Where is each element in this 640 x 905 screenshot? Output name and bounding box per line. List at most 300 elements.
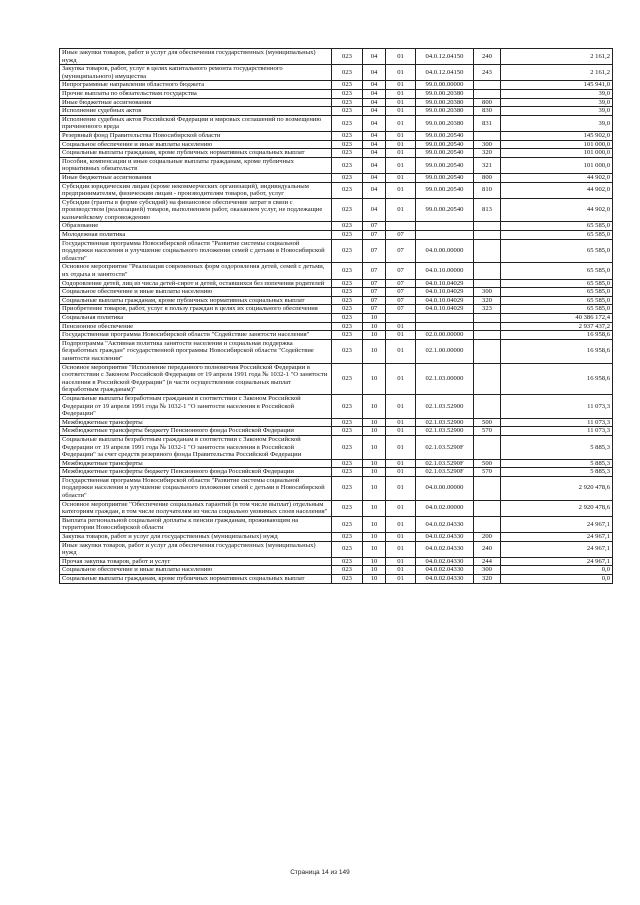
- row-name-cell: Прочие выплаты по обязательствам государства: [60, 89, 332, 98]
- row-name-cell: Закупка товаров, работ, услуг в целях капитального ремонта государственного (муниципального) имущества: [60, 65, 332, 81]
- row-expense-type-cell: 240: [474, 541, 501, 557]
- row-target-article-cell: 99.0.00.20540: [416, 157, 474, 173]
- row-sum-cell: 24 967,1: [501, 533, 613, 542]
- row-target-article-cell: 02.1.03.5290F: [416, 435, 474, 459]
- row-expense-type-cell: 810: [474, 182, 501, 198]
- row-section-cell: 10: [363, 322, 386, 331]
- row-expense-type-cell: 300: [474, 140, 501, 149]
- row-section-cell: 10: [363, 575, 386, 584]
- row-name-cell: Государственная программа Новосибирской области "Развитие системы социальной поддержки населения и улучшение социального положения семей с детьми в Новосибирской области": [60, 239, 332, 263]
- row-target-article-cell: 02.1.03.52900: [416, 427, 474, 436]
- table-row: [60, 459, 613, 468]
- table-row: [60, 149, 613, 158]
- row-target-article-cell: 99.0.00.20380: [416, 107, 474, 116]
- row-target-article-cell: 02.1.03.5290F: [416, 468, 474, 477]
- row-ministry-code-cell: 023: [332, 279, 363, 288]
- row-ministry-code-cell: 023: [332, 363, 363, 394]
- row-name-cell: Социальные выплаты безработным гражданам в соответствии с Законом Российской Федерации от 19 апреля 1991 года № 1032-1 "О занятости населения в Российской Федерации": [60, 394, 332, 418]
- table-row: [60, 331, 613, 340]
- row-section-cell: 04: [363, 98, 386, 107]
- row-sum-cell: 11 073,3: [501, 418, 613, 427]
- row-sum-cell: 11 073,3: [501, 427, 613, 436]
- table-row: [60, 476, 613, 500]
- row-target-article-cell: 04.0.10.04029: [416, 288, 474, 297]
- row-ministry-code-cell: 023: [332, 65, 363, 81]
- row-sum-cell: 11 073,3: [501, 394, 613, 418]
- table-row: [60, 131, 613, 140]
- row-target-article-cell: 04.0.10.04029: [416, 305, 474, 314]
- row-sum-cell: 24 967,1: [501, 516, 613, 532]
- row-name-cell: Государственная программа Новосибирской области "Содействие занятости населения": [60, 331, 332, 340]
- row-sum-cell: 65 585,0: [501, 222, 613, 231]
- row-expense-type-cell: [474, 516, 501, 532]
- row-sum-cell: 65 585,0: [501, 239, 613, 263]
- row-expense-type-cell: [474, 314, 501, 323]
- table-row: [60, 263, 613, 279]
- row-section-cell: 10: [363, 418, 386, 427]
- budget-document-page: [59, 48, 612, 584]
- row-sum-cell: 65 585,0: [501, 296, 613, 305]
- row-name-cell: Социальное обеспечение и иные выплаты населению: [60, 288, 332, 297]
- row-target-article-cell: 04.0.12.04150: [416, 65, 474, 81]
- row-section-cell: 04: [363, 107, 386, 116]
- row-ministry-code-cell: 023: [332, 222, 363, 231]
- row-sum-cell: 39,0: [501, 89, 613, 98]
- row-sum-cell: 16 958,6: [501, 331, 613, 340]
- row-subsection-cell: 01: [386, 427, 416, 436]
- row-sum-cell: 2 920 478,6: [501, 476, 613, 500]
- table-row: [60, 279, 613, 288]
- table-row: [60, 231, 613, 240]
- row-ministry-code-cell: 023: [332, 98, 363, 107]
- row-ministry-code-cell: 023: [332, 107, 363, 116]
- row-section-cell: 07: [363, 239, 386, 263]
- row-sum-cell: 16 958,6: [501, 363, 613, 394]
- table-row: [60, 115, 613, 131]
- row-target-article-cell: 99.0.00.20540: [416, 182, 474, 198]
- row-section-cell: 10: [363, 468, 386, 477]
- row-target-article-cell: 04.0.12.04150: [416, 49, 474, 65]
- row-subsection-cell: 01: [386, 149, 416, 158]
- row-subsection-cell: 07: [386, 305, 416, 314]
- row-subsection-cell: 01: [386, 516, 416, 532]
- row-subsection-cell: 01: [386, 575, 416, 584]
- row-subsection-cell: 01: [386, 81, 416, 90]
- row-name-cell: Межбюджетные трансферты бюджету Пенсионного фонда Российской Федерации: [60, 427, 332, 436]
- table-row: [60, 89, 613, 98]
- row-sum-cell: 5 885,3: [501, 435, 613, 459]
- row-subsection-cell: 01: [386, 363, 416, 394]
- row-name-cell: Образование: [60, 222, 332, 231]
- row-section-cell: 07: [363, 305, 386, 314]
- row-target-article-cell: [416, 322, 474, 331]
- row-section-cell: 07: [363, 222, 386, 231]
- table-row: [60, 500, 613, 516]
- row-name-cell: Социальная политика: [60, 314, 332, 323]
- row-sum-cell: 65 585,0: [501, 231, 613, 240]
- row-expense-type-cell: 200: [474, 533, 501, 542]
- row-subsection-cell: 01: [386, 476, 416, 500]
- row-section-cell: 10: [363, 394, 386, 418]
- row-target-article-cell: 04.0.00.00000: [416, 239, 474, 263]
- row-subsection-cell: 07: [386, 279, 416, 288]
- row-ministry-code-cell: 023: [332, 81, 363, 90]
- row-section-cell: 07: [363, 288, 386, 297]
- row-expense-type-cell: [474, 81, 501, 90]
- row-target-article-cell: 02.1.00.00000: [416, 339, 474, 363]
- row-subsection-cell: 01: [386, 173, 416, 182]
- row-ministry-code-cell: 023: [332, 394, 363, 418]
- row-ministry-code-cell: 023: [332, 239, 363, 263]
- row-target-article-cell: 04.0.02.04330: [416, 533, 474, 542]
- row-name-cell: Выплата региональной социальной доплаты к пенсии гражданам, проживающим на территории Новосибирской области: [60, 516, 332, 532]
- row-name-cell: Исполнение судебных актов: [60, 107, 332, 116]
- row-sum-cell: 16 958,6: [501, 339, 613, 363]
- table-row: [60, 566, 613, 575]
- row-name-cell: Приобретение товаров, работ, услуг в пользу граждан в целях их социального обеспечения: [60, 305, 332, 314]
- row-sum-cell: 0,0: [501, 575, 613, 584]
- table-row: [60, 394, 613, 418]
- row-expense-type-cell: 300: [474, 288, 501, 297]
- row-sum-cell: 39,0: [501, 115, 613, 131]
- table-row: [60, 339, 613, 363]
- row-sum-cell: 44 902,0: [501, 173, 613, 182]
- row-section-cell: 04: [363, 182, 386, 198]
- budget-table: [59, 48, 613, 584]
- table-row: [60, 435, 613, 459]
- row-expense-type-cell: 323: [474, 305, 501, 314]
- row-name-cell: Социальные выплаты гражданам, кроме публичных нормативных социальных выплат: [60, 149, 332, 158]
- row-section-cell: 10: [363, 500, 386, 516]
- row-sum-cell: 2 937 437,2: [501, 322, 613, 331]
- row-target-article-cell: 99.0.00.20380: [416, 89, 474, 98]
- row-sum-cell: 24 967,1: [501, 557, 613, 566]
- row-target-article-cell: 99.0.00.20540: [416, 198, 474, 222]
- row-section-cell: 10: [363, 533, 386, 542]
- row-target-article-cell: 04.0.02.04330: [416, 541, 474, 557]
- row-expense-type-cell: 831: [474, 115, 501, 131]
- row-subsection-cell: [386, 314, 416, 323]
- row-target-article-cell: [416, 314, 474, 323]
- row-ministry-code-cell: 023: [332, 314, 363, 323]
- row-section-cell: 10: [363, 566, 386, 575]
- row-sum-cell: 101 000,0: [501, 140, 613, 149]
- row-subsection-cell: 01: [386, 541, 416, 557]
- row-section-cell: 10: [363, 541, 386, 557]
- row-expense-type-cell: [474, 231, 501, 240]
- row-name-cell: Государственная программа Новосибирской области "Развитие системы социальной поддержки населения и улучшение социального положения семей с детьми в Новосибирской области": [60, 476, 332, 500]
- table-row: [60, 468, 613, 477]
- row-subsection-cell: 01: [386, 140, 416, 149]
- table-row: [60, 173, 613, 182]
- row-target-article-cell: [416, 231, 474, 240]
- row-name-cell: Социальные выплаты гражданам, кроме публичных нормативных социальных выплат: [60, 296, 332, 305]
- row-sum-cell: 65 585,0: [501, 263, 613, 279]
- row-subsection-cell: 01: [386, 98, 416, 107]
- row-section-cell: 10: [363, 557, 386, 566]
- row-name-cell: Иные закупки товаров, работ и услуг для обеспечения государственных (муниципальных) нужд: [60, 49, 332, 65]
- row-ministry-code-cell: 023: [332, 296, 363, 305]
- row-name-cell: Основное мероприятие "Обеспечение социальных гарантий (в том числе выплат) отдельным категориям граждан, в том числе получателям из числа социально уязвимых слоев населения": [60, 500, 332, 516]
- row-subsection-cell: 01: [386, 339, 416, 363]
- row-subsection-cell: 07: [386, 296, 416, 305]
- row-name-cell: Пенсионное обеспечение: [60, 322, 332, 331]
- row-section-cell: 10: [363, 459, 386, 468]
- row-subsection-cell: 01: [386, 322, 416, 331]
- row-expense-type-cell: [474, 222, 501, 231]
- row-ministry-code-cell: 023: [332, 89, 363, 98]
- row-expense-type-cell: 320: [474, 575, 501, 584]
- row-sum-cell: 145 902,0: [501, 131, 613, 140]
- table-row: [60, 296, 613, 305]
- row-name-cell: Пособия, компенсации и иные социальные выплаты гражданам, кроме публичных нормативных обязательств: [60, 157, 332, 173]
- row-ministry-code-cell: 023: [332, 322, 363, 331]
- row-expense-type-cell: [474, 500, 501, 516]
- row-section-cell: 10: [363, 363, 386, 394]
- row-subsection-cell: 07: [386, 239, 416, 263]
- row-target-article-cell: 04.0.02.04330: [416, 516, 474, 532]
- row-section-cell: 07: [363, 231, 386, 240]
- row-expense-type-cell: [474, 263, 501, 279]
- row-sum-cell: 2 161,2: [501, 49, 613, 65]
- row-expense-type-cell: 320: [474, 296, 501, 305]
- row-target-article-cell: 02.1.03.52900: [416, 418, 474, 427]
- row-ministry-code-cell: 023: [332, 231, 363, 240]
- row-name-cell: Иные закупки товаров, работ и услуг для обеспечения государственных (муниципальных) нужд: [60, 541, 332, 557]
- row-subsection-cell: 01: [386, 418, 416, 427]
- row-name-cell: Закупка товаров, работ и услуг для государственных (муниципальных) нужд: [60, 533, 332, 542]
- row-target-article-cell: 04.0.10.04029: [416, 296, 474, 305]
- row-name-cell: Социальное обеспечение и иные выплаты населению: [60, 566, 332, 575]
- row-sum-cell: 39,0: [501, 98, 613, 107]
- row-section-cell: 10: [363, 427, 386, 436]
- row-name-cell: Субсидии (гранты в форме субсидий) на финансовое обеспечение затрат в связи с производством (реализацией) товаров, выполнением работ, оказанием услуг, не подлежащие казначейскому сопровождению: [60, 198, 332, 222]
- row-target-article-cell: 99.0.00.20540: [416, 140, 474, 149]
- row-name-cell: Межбюджетные трансферты: [60, 459, 332, 468]
- row-sum-cell: 44 902,0: [501, 198, 613, 222]
- row-section-cell: 04: [363, 131, 386, 140]
- row-ministry-code-cell: 023: [332, 263, 363, 279]
- row-ministry-code-cell: 023: [332, 173, 363, 182]
- row-section-cell: 10: [363, 339, 386, 363]
- row-ministry-code-cell: 023: [332, 516, 363, 532]
- row-name-cell: Социальное обеспечение и иные выплаты населению: [60, 140, 332, 149]
- table-row: [60, 516, 613, 532]
- row-name-cell: Социальные выплаты гражданам, кроме публичных нормативных социальных выплат: [60, 575, 332, 584]
- row-target-article-cell: 04.0.10.00000: [416, 263, 474, 279]
- table-row: [60, 98, 613, 107]
- row-section-cell: 04: [363, 173, 386, 182]
- row-ministry-code-cell: 023: [332, 149, 363, 158]
- row-ministry-code-cell: 023: [332, 182, 363, 198]
- table-row: [60, 305, 613, 314]
- row-subsection-cell: 01: [386, 435, 416, 459]
- row-section-cell: 04: [363, 115, 386, 131]
- row-ministry-code-cell: 023: [332, 288, 363, 297]
- page-number-footer: Страница 14 из 149: [290, 869, 350, 876]
- row-subsection-cell: 07: [386, 231, 416, 240]
- budget-table-body: [60, 49, 613, 584]
- row-ministry-code-cell: 023: [332, 468, 363, 477]
- row-subsection-cell: 07: [386, 263, 416, 279]
- row-ministry-code-cell: 023: [332, 459, 363, 468]
- row-name-cell: Молодежная политика: [60, 231, 332, 240]
- row-name-cell: Оздоровление детей, лиц из числа детей-сирот и детей, оставшихся без попечения родителей: [60, 279, 332, 288]
- row-target-article-cell: 02.0.00.00000: [416, 331, 474, 340]
- row-ministry-code-cell: 023: [332, 331, 363, 340]
- row-section-cell: 10: [363, 314, 386, 323]
- row-sum-cell: 5 885,3: [501, 468, 613, 477]
- row-name-cell: Подпрограмма "Активная политика занятости населения и социальная поддержка безработных граждан" государственной программы Новосибирской области "Содействие занятости населения": [60, 339, 332, 363]
- row-target-article-cell: 04.0.02.04330: [416, 557, 474, 566]
- row-name-cell: Непрограммные направления областного бюджета: [60, 81, 332, 90]
- row-target-article-cell: 99.0.00.20380: [416, 98, 474, 107]
- row-section-cell: 04: [363, 198, 386, 222]
- row-section-cell: 04: [363, 89, 386, 98]
- table-row: [60, 107, 613, 116]
- row-subsection-cell: 01: [386, 182, 416, 198]
- row-ministry-code-cell: 023: [332, 418, 363, 427]
- row-sum-cell: 0,0: [501, 566, 613, 575]
- row-ministry-code-cell: 023: [332, 533, 363, 542]
- row-name-cell: Основное мероприятие "Исполнение переданного полномочия Российской Федерации в соответствии с Законом Российской Федерации от 19 апреля 1991 года № 1032-1 "О занятости населения в Российской Федерации" (в части осуществления социальных выплат безработным гражданам)": [60, 363, 332, 394]
- row-name-cell: Социальные выплаты безработным гражданам в соответствии с Законом Российской Федерации от 19 апреля 1991 года № 1032-1 "О занятости населения в Российской Федерации" за счет средств резервного фонда Правительства Российской Федерации: [60, 435, 332, 459]
- row-expense-type-cell: 244: [474, 557, 501, 566]
- row-ministry-code-cell: 023: [332, 131, 363, 140]
- row-expense-type-cell: [474, 322, 501, 331]
- row-sum-cell: 5 885,3: [501, 459, 613, 468]
- table-row: [60, 363, 613, 394]
- row-name-cell: Резервный фонд Правительства Новосибирской области: [60, 131, 332, 140]
- row-target-article-cell: 04.0.02.04330: [416, 566, 474, 575]
- row-ministry-code-cell: 023: [332, 198, 363, 222]
- row-target-article-cell: 99.0.00.20380: [416, 115, 474, 131]
- row-expense-type-cell: 500: [474, 418, 501, 427]
- row-expense-type-cell: 243: [474, 65, 501, 81]
- row-section-cell: 04: [363, 65, 386, 81]
- table-row: [60, 157, 613, 173]
- row-target-article-cell: 99.0.00.20540: [416, 149, 474, 158]
- row-expense-type-cell: [474, 363, 501, 394]
- row-ministry-code-cell: 023: [332, 435, 363, 459]
- row-expense-type-cell: 320: [474, 149, 501, 158]
- row-subsection-cell: 01: [386, 331, 416, 340]
- row-ministry-code-cell: 023: [332, 575, 363, 584]
- table-row: [60, 418, 613, 427]
- row-ministry-code-cell: 023: [332, 339, 363, 363]
- row-section-cell: 04: [363, 81, 386, 90]
- table-row: [60, 575, 613, 584]
- row-subsection-cell: 01: [386, 566, 416, 575]
- table-row: [60, 288, 613, 297]
- row-expense-type-cell: [474, 394, 501, 418]
- row-expense-type-cell: 300: [474, 566, 501, 575]
- row-sum-cell: 40 386 172,4: [501, 314, 613, 323]
- row-expense-type-cell: [474, 89, 501, 98]
- row-expense-type-cell: 321: [474, 157, 501, 173]
- table-row: [60, 314, 613, 323]
- row-expense-type-cell: 813: [474, 198, 501, 222]
- table-row: [60, 198, 613, 222]
- row-subsection-cell: 01: [386, 131, 416, 140]
- row-section-cell: 10: [363, 331, 386, 340]
- row-target-article-cell: 04.0.02.00000: [416, 500, 474, 516]
- row-expense-type-cell: 830: [474, 107, 501, 116]
- row-name-cell: Исполнение судебных актов Российской Федерации и мировых соглашений по возмещению причиненного вреда: [60, 115, 332, 131]
- row-section-cell: 04: [363, 149, 386, 158]
- row-sum-cell: 39,0: [501, 107, 613, 116]
- row-name-cell: Субсидии юридическим лицам (кроме некоммерческих организаций), индивидуальным предпринимателям, физическим лицам - производителям товаров, работ, услуг: [60, 182, 332, 198]
- row-section-cell: 10: [363, 435, 386, 459]
- row-sum-cell: 65 585,0: [501, 288, 613, 297]
- row-subsection-cell: 01: [386, 89, 416, 98]
- row-sum-cell: 44 902,0: [501, 182, 613, 198]
- row-name-cell: Межбюджетные трансферты: [60, 418, 332, 427]
- row-expense-type-cell: [474, 279, 501, 288]
- row-ministry-code-cell: 023: [332, 305, 363, 314]
- row-target-article-cell: 04.0.10.04029: [416, 279, 474, 288]
- table-row: [60, 65, 613, 81]
- row-subsection-cell: 01: [386, 115, 416, 131]
- row-sum-cell: 65 585,0: [501, 305, 613, 314]
- row-sum-cell: 65 585,0: [501, 279, 613, 288]
- row-section-cell: 07: [363, 263, 386, 279]
- row-expense-type-cell: 800: [474, 98, 501, 107]
- row-ministry-code-cell: 023: [332, 115, 363, 131]
- row-subsection-cell: [386, 222, 416, 231]
- row-target-article-cell: 04.0.02.04330: [416, 575, 474, 584]
- row-expense-type-cell: [474, 239, 501, 263]
- row-expense-type-cell: 500: [474, 459, 501, 468]
- row-ministry-code-cell: 023: [332, 541, 363, 557]
- row-subsection-cell: 01: [386, 557, 416, 566]
- row-subsection-cell: 01: [386, 49, 416, 65]
- row-section-cell: 07: [363, 279, 386, 288]
- row-subsection-cell: 01: [386, 107, 416, 116]
- row-target-article-cell: 99.0.00.00000: [416, 81, 474, 90]
- row-subsection-cell: 01: [386, 394, 416, 418]
- table-row: [60, 557, 613, 566]
- row-ministry-code-cell: 023: [332, 427, 363, 436]
- row-ministry-code-cell: 023: [332, 476, 363, 500]
- table-row: [60, 541, 613, 557]
- row-subsection-cell: 07: [386, 288, 416, 297]
- row-ministry-code-cell: 023: [332, 557, 363, 566]
- row-subsection-cell: 01: [386, 157, 416, 173]
- row-expense-type-cell: 800: [474, 173, 501, 182]
- row-subsection-cell: 01: [386, 459, 416, 468]
- row-subsection-cell: 01: [386, 500, 416, 516]
- row-expense-type-cell: [474, 331, 501, 340]
- row-sum-cell: 101 000,0: [501, 149, 613, 158]
- table-row: [60, 427, 613, 436]
- row-target-article-cell: 02.1.03.00000: [416, 363, 474, 394]
- table-row: [60, 222, 613, 231]
- row-ministry-code-cell: 023: [332, 566, 363, 575]
- row-subsection-cell: 01: [386, 198, 416, 222]
- row-target-article-cell: 02.1.03.5290F: [416, 459, 474, 468]
- row-subsection-cell: 01: [386, 468, 416, 477]
- row-expense-type-cell: 240: [474, 49, 501, 65]
- row-target-article-cell: [416, 222, 474, 231]
- row-sum-cell: 24 967,1: [501, 541, 613, 557]
- row-expense-type-cell: [474, 435, 501, 459]
- row-ministry-code-cell: 023: [332, 500, 363, 516]
- row-section-cell: 04: [363, 49, 386, 65]
- row-expense-type-cell: [474, 131, 501, 140]
- row-sum-cell: 101 000,0: [501, 157, 613, 173]
- row-name-cell: Иные бюджетные ассигнования: [60, 98, 332, 107]
